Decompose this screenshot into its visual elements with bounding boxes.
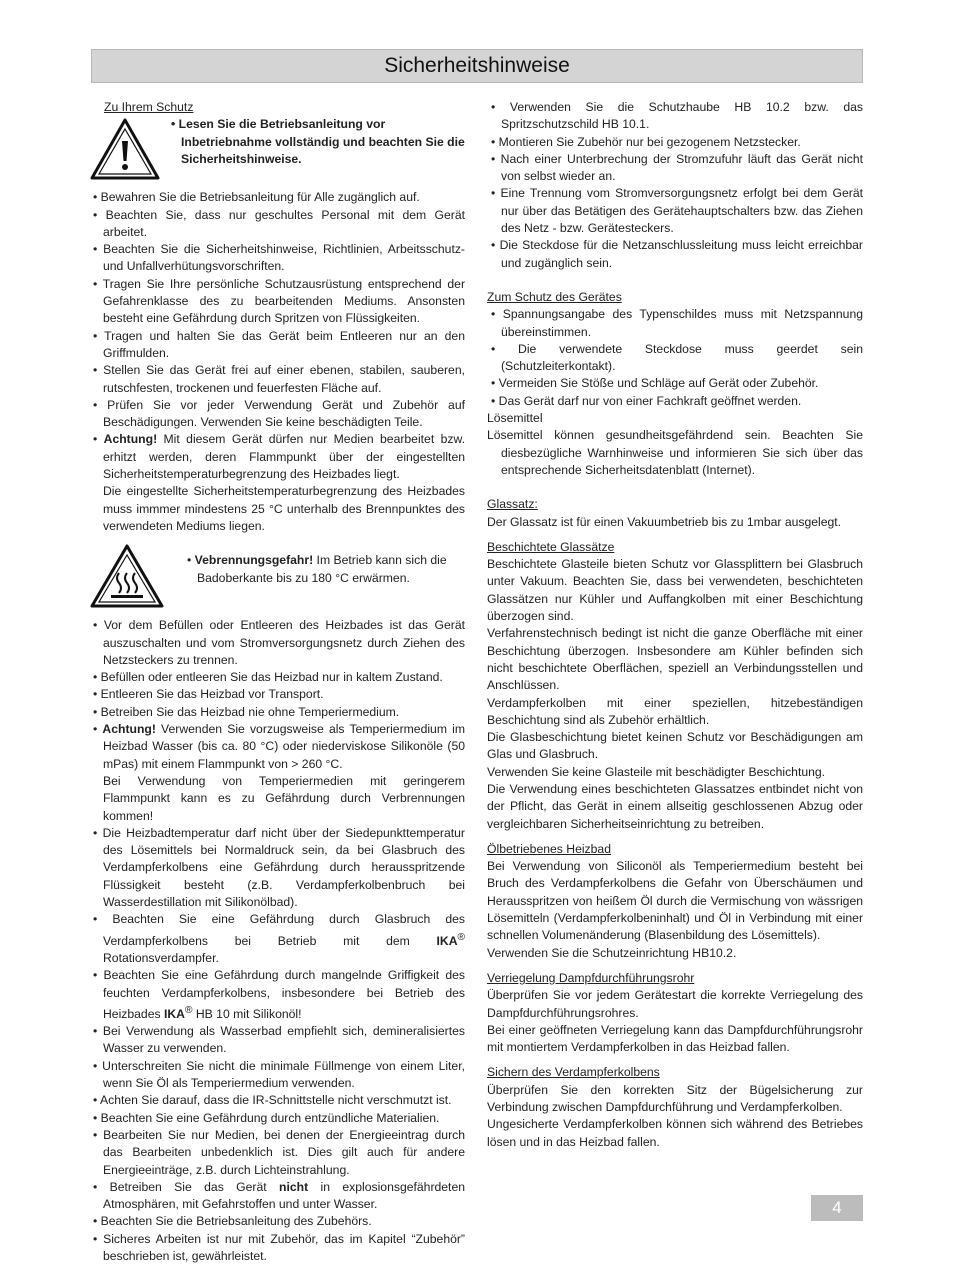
solvent-title: Lösemittel (487, 411, 543, 426)
list-item: • Beachten Sie eine Gefährdung durch Glasbruch des Verdampferkolbens bei Betrieb mit dem IKA® Rotationsverdampfer. (93, 912, 465, 965)
paragraph: Verdampferkolben mit einer speziellen, hitzebeständigen Beschichtung sind als Zubehör erhältlich. (487, 695, 863, 727)
brand-ika: IKA (163, 1006, 185, 1021)
burn-warning-block (89, 543, 465, 609)
list-item: • Bei Verwendung als Wasserbad empfiehlt sich, demineralisiertes Wasser zu verwenden. (93, 1024, 465, 1056)
brand-ika: IKA (436, 933, 458, 948)
list-item: • Nach einer Unterbrechung der Stromzufuhr läuft das Gerät nicht von selbst wieder an. (491, 151, 863, 184)
list-item: • Die Heizbadtemperatur darf nicht über der Siedepunkttemperatur des Lösemittels bei Normaldruck sein, da bei Glasbruch des Verdampferkolbens eine Gefährdung durch herausspritzende Flüssigkeit besteht (z.B. Verdampferkolbenbruch bei Wasserdestillation mit Silikonölbad). (93, 825, 465, 909)
list-item: • Das Gerät darf nur von einer Fachkraft geöffnet werden. (491, 393, 802, 408)
read-manual-warning: • Lesen Sie die Betriebsanleitung vor Inbetriebnahme vollständig und beachten Sie die Sicherheitshinweise. (171, 117, 465, 166)
glass-text: Der Glassatz ist für einen Vakuumbetrieb bis zu 1mbar ausgelegt. (487, 514, 842, 529)
paragraph: Überprüfen Sie den korrekten Sitz der Bügelsicherung zur Verbindung zwischen Dampfdurchführung und Verdampferkolben. (487, 1082, 863, 1115)
hot-surface-icon (89, 543, 165, 609)
list-item: • Beachten Sie eine Gefährdung durch mangelnde Griffigkeit des feuchten Verdampferkolbens, insbesondere bei Betrieb des Heizbades IKA® HB 10 mit Silikonöl! (93, 968, 465, 1021)
list-item: • Die Steckdose für die Netzanschlussleitung muss leicht erreichbar und zugänglich sein. (491, 238, 863, 270)
section-heading-oil-bath: Ölbetriebenes Heizbad (487, 841, 611, 856)
list-item: • Eine Trennung vom Stromversorgungsnetz erfolgt bei dem Gerät nur über das Betätigen des Gerätehauptschalters bzw. das Ziehen des Netz - bzw. Gerätesteckers. (491, 186, 863, 236)
paragraph: Ungesicherte Verdampferkolben können sich während des Betriebes lösen und in das Heizbad fallen. (487, 1117, 863, 1149)
right-column (487, 99, 863, 1151)
page-title: Sicherheitshinweise (91, 49, 863, 83)
list-item-achtung-medium: • Achtung! Verwenden Sie vorzugsweise als Temperiermedium im Heizbad Wasser (bis ca. 80 °C) oder niederviskose Silikonöle (50 mPas) mit einem Flammpunkt von > 260 °C. (93, 722, 465, 771)
list-item: • Vor dem Befüllen oder Entleeren des Heizbades ist das Gerät auszuschalten und vom Stromversorgungsnetz durch Ziehen des Netzsteckers zu trennen. (93, 618, 465, 667)
paragraph: Verwenden Sie keine Glasteile mit beschädigter Beschichtung. (487, 764, 826, 779)
solvent-text: Lösemittel können gesundheitsgefährdend sein. Beachten Sie diesbezügliche Warnhinweise und informieren Sie sich über das entsprechende Sicherheitsdatenblatt (Internet). (487, 428, 863, 477)
paragraph: Verfahrenstechnisch bedingt ist nicht die ganze Oberfläche mit einer Beschichtung überzogen. Insbesondere am Kühler befinden sich nicht beschichtete Oberflächen, speziell an Verbindungsstellen und Anschlüssen. (487, 626, 863, 693)
list-item: • Betreiben Sie das Heizbad nie ohne Temperiermedium. (93, 704, 400, 719)
list-item: • Verwenden Sie die Schutzhaube HB 10.2 bzw. das Spritzschutzschild HB 10.1. (491, 100, 863, 132)
left-column (89, 99, 465, 1265)
list-item: • Spannungsangabe des Typenschildes muss mit Netzspannung übereinstimmen. (491, 307, 863, 339)
list-item: • Entleeren Sie das Heizbad vor Transport. (93, 687, 324, 702)
list-item: • Betreiben Sie das Gerät nicht in explosionsgefährdeten Atmosphären, mit Gefahrstoffen und unter Wasser. (93, 1179, 465, 1212)
list-item: • Die verwendete Steckdose muss geerdet sein (Schutzleiterkontakt). (491, 341, 863, 374)
section-heading-glass: Glassatz: (487, 497, 538, 512)
list-item: • Beachten Sie die Sicherheitshinweise, Richtlinien, Arbeitsschutz- und Unfallverhütungsvorschriften. (93, 242, 465, 274)
list-item-achtung-flashpoint: • Achtung! Mit diesem Gerät dürfen nur Medien bearbeitet bzw. erhitzt werden, deren Flammpunkt über der eingestellten Sicherheitstemperaturbegrenzung des Heizbades liegt. (93, 432, 465, 482)
section-heading-protection: Zu Ihrem Schutz (104, 100, 194, 114)
list-item: • Stellen Sie das Gerät frei auf einer ebenen, stabilen, sauberen, rutschfesten, trockenen und feuerfesten Fläche auf. (93, 363, 465, 395)
list-item: • Beachten Sie die Betriebsanleitung des Zubehörs. (93, 1214, 372, 1229)
list-item: • Unterschreiten Sie nicht die minimale Füllmenge von einem Liter, wenn Sie Öl als Temperiermedium verwenden. (93, 1058, 465, 1091)
list-item: • Bewahren Sie die Betriebsanleitung für Alle zugänglich auf. (93, 190, 420, 205)
achtung-continuation: Die eingestellte Sicherheitstemperaturbegrenzung des Heizbades muss immmer mindestens 25 °C unterhalb des Brennpunktes des verwendeten Mediums liegen. (103, 484, 465, 533)
list-item: • Beachten Sie, dass nur geschultes Personal mit dem Gerät arbeitet. (93, 207, 465, 239)
paragraph: Die Glasbeschichtung bietet keinen Schutz vor Beschädigungen am Glas und Glasbruch. (487, 730, 863, 762)
list-item: • Tragen Sie Ihre persönliche Schutzausrüstung entsprechend der Gefahrenklasse des zu bearbeitenden Mediums. Ansonsten besteht eine Gefährdung durch Spritzen von Flüssigkeiten. (93, 276, 465, 326)
paragraph: Überprüfen Sie vor jedem Gerätestart die korrekte Verriegelung des Dampfdurchführungsrohres. (487, 988, 863, 1020)
list-item: • Achten Sie darauf, dass die IR-Schnittstelle nicht verschmutzt ist. (93, 1093, 452, 1108)
paragraph: Bei Verwendung von Siliconöl als Temperiermedium besteht bei Bruch des Verdampferkolbens die Gefahr von Überschäumen und Herausspritzen von heißem Öl durch die Vermischung von wässrigen Lösemitteln (Verdampferkolbeninhalt) und Öl in Verbindung mit einer schnellen Volumenänderung (Blasenbildung des Lösemittels). (487, 859, 863, 943)
section-heading-coated: Beschichtete Glassätze (487, 539, 615, 554)
list-item: • Prüfen Sie vor jeder Verwendung Gerät und Zubehör auf Beschädigungen. Verwenden Sie keine beschädigten Teile. (93, 397, 465, 430)
left-bullets-b (89, 617, 465, 721)
list-item: • Befüllen oder entleeren Sie das Heizbad nur in kaltem Zustand. (93, 670, 443, 685)
paragraph: Beschichtete Glasteile bieten Schutz vor Glassplittern bei Glasbruch unter Vakuum. Beachten Sie, dass bei verwendeten, beschichteten Glassätzen nur Kühler und Auffangkolben mit einer Beschichtung überzogen sind. (487, 557, 863, 624)
section-heading-device: Zum Schutz des Gerätes (487, 289, 622, 304)
list-item: • Tragen und halten Sie das Gerät beim Entleeren nur an den Griffmulden. (93, 328, 465, 360)
burn-warning-text: • Vebrennungsgefahr! Im Betrieb kann sich die Badoberkante bis zu 180 °C erwärmen. (187, 553, 447, 585)
list-item: • Sicheres Arbeiten ist nur mit Zubehör, das im Kapitel “Zubehör” beschrieben ist, gewährleistet. (93, 1231, 465, 1264)
paragraph: Bei einer geöffneten Verriegelung kann das Dampfdurchführungsrohr mit montiertem Verdampferkolben in das Heizbad fallen. (487, 1022, 863, 1055)
left-bullets-d (89, 1023, 465, 1179)
page-number: 4 (811, 1195, 863, 1221)
paragraph: Verwenden Sie die Schutzeinrichtung HB10.2. (487, 945, 737, 960)
achtung-continuation: Bei Verwendung von Temperiermedien mit geringerem Flammpunkt kann es zu Gefährdung durch Verbrennungen kommen! (103, 773, 465, 823)
general-warning-block (89, 116, 465, 181)
list-item: • Beachten Sie eine Gefährdung durch entzündliche Materialien. (93, 1110, 440, 1125)
warning-triangle-icon (89, 117, 161, 181)
list-item: • Bearbeiten Sie nur Medien, bei denen der Energieeintrag durch das Bearbeiten unbedenklich ist. Dies gilt auch für andere Energieeinträge, z.B. durch Lichteinstrahlung. (93, 1127, 465, 1177)
list-item: • Vermeiden Sie Stöße und Schläge auf Gerät oder Zubehör. (491, 376, 819, 391)
section-heading-secure-flask: Sichern des Verdampferkolbens (487, 1065, 660, 1080)
left-bullets-a (89, 189, 465, 431)
paragraph: Die Verwendung eines beschichteten Glassatzes entbindet nicht von der Pflicht, das Gerät in einem allseitig geschlossenen Abzug oder vergleichbaren Sicherheitseinrichtung zu betreiben. (487, 781, 863, 831)
list-item: • Montieren Sie Zubehör nur bei gezogenem Netzstecker. (491, 134, 801, 149)
section-heading-lock: Verriegelung Dampfdurchführungsrohr (487, 970, 695, 985)
